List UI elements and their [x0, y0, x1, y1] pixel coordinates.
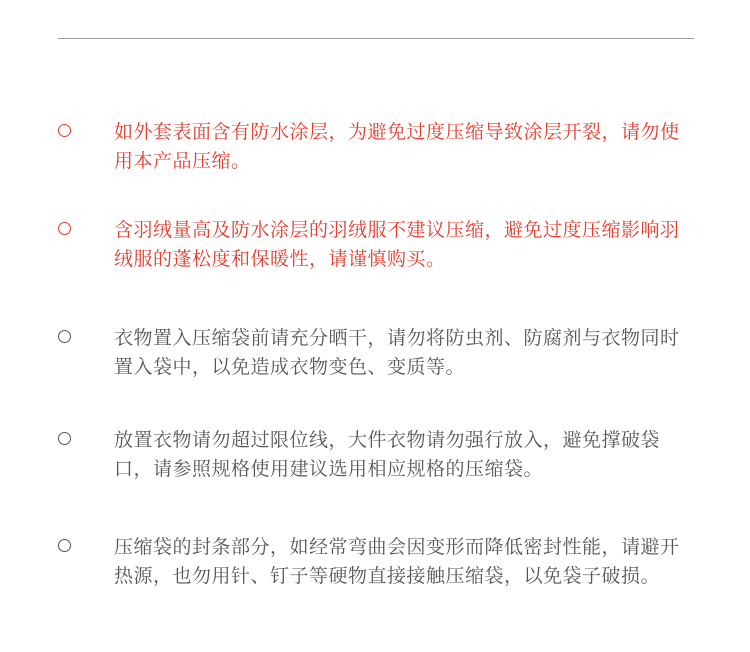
- circle-bullet-icon: [58, 432, 71, 445]
- note-text: 衣物置入压缩袋前请充分晒干，请勿将防虫剂、防腐剂与衣物同时置入袋中，以免造成衣物变色、变质等。: [114, 327, 680, 378]
- circle-bullet-icon: [58, 124, 71, 137]
- note-text: 放置衣物请勿超过限位线，大件衣物请勿强行放入，避免撑破袋口，请参照规格使用建议选用相应规格的压缩袋。: [114, 429, 661, 480]
- note-text: 如外套表面含有防水涂层，为避免过度压缩导致涂层开裂，请勿使用本产品压缩。: [114, 121, 680, 172]
- note-text: 压缩袋的封条部分，如经常弯曲会因变形而降低密封性能，请避开热源，也勿用针、钉子等硬物直接接触压缩袋，以免袋子破损。: [114, 536, 680, 587]
- note-text: 含羽绒量高及防水涂层的羽绒服不建议压缩，避免过度压缩影响羽绒服的蓬松度和保暖性，请谨慎购买。: [114, 219, 680, 270]
- circle-bullet-icon: [58, 222, 71, 235]
- circle-bullet-icon: [58, 330, 71, 343]
- top-divider: [58, 38, 694, 39]
- circle-bullet-icon: [58, 539, 71, 552]
